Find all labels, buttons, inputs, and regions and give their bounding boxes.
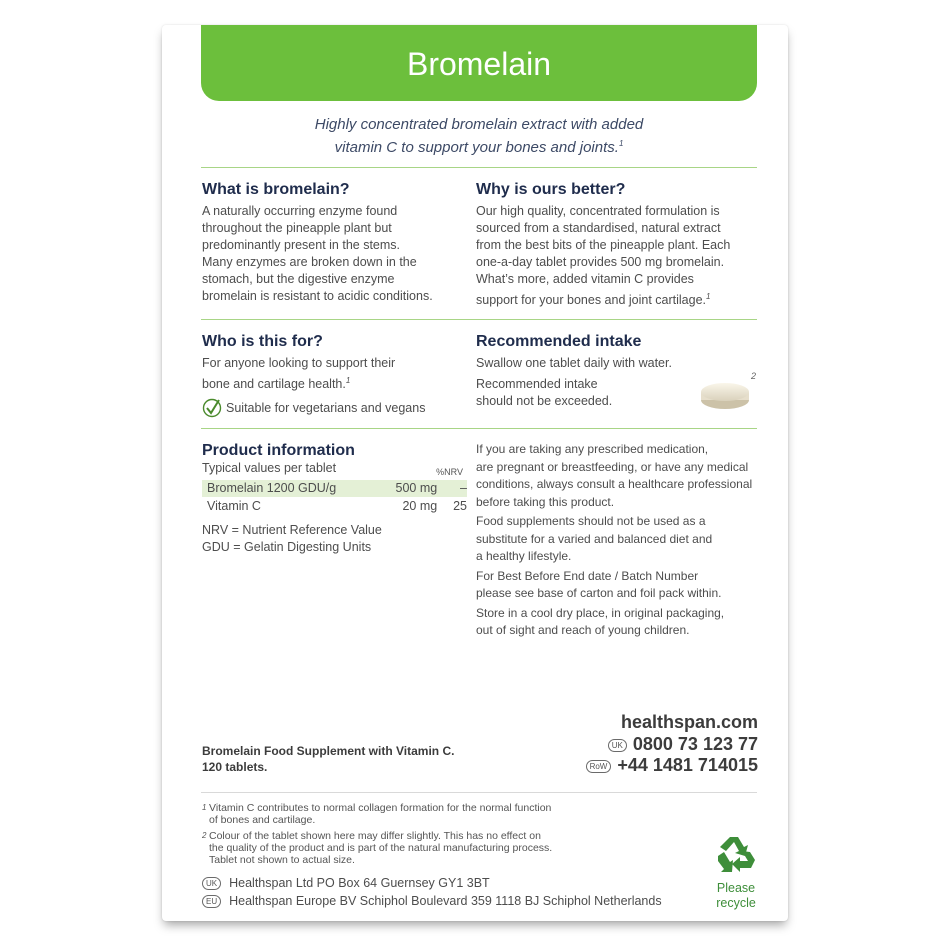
nutrient-nrv: 25 (453, 499, 467, 513)
footnote-line: the quality of the product and is part of the natural manufacturing process. (209, 842, 553, 854)
divider (201, 428, 757, 429)
pack-line: Bromelain Food Supplement with Vitamin C. (202, 744, 455, 758)
divider (201, 792, 757, 793)
row-phone[interactable]: +44 1481 714015 (617, 755, 758, 775)
footnote-mark: 1 (202, 803, 207, 812)
advice-line: substitute for a varied and balanced diet and (476, 531, 713, 546)
advice-line: conditions, always consult a healthcare professional (476, 477, 753, 491)
footnote-line: Vitamin C contributes to normal collagen formation for the normal function (209, 802, 552, 814)
what-section (202, 181, 467, 305)
eu-address (202, 894, 662, 908)
why-line: from the best bits of the pineapple plant. Each (476, 238, 731, 252)
divider (201, 319, 757, 320)
advice-line: a healthy lifestyle. (476, 549, 572, 563)
check-circle-icon (202, 398, 222, 418)
advice-line: are pregnant or breastfeeding, or have any medical (476, 459, 749, 474)
footnote-line: Tablet not shown to actual size. (209, 854, 355, 866)
vegan-label: Suitable for vegetarians and vegans (226, 400, 426, 415)
product-heading: Product information (202, 442, 355, 459)
advice-storage (476, 605, 761, 640)
gdu-note: GDU = Gelatin Digesting Units (202, 540, 372, 554)
advice-line: For Best Before End date / Batch Number (476, 568, 699, 583)
advice-line: Store in a cool dry place, in original packaging, (476, 605, 725, 620)
divider (201, 167, 757, 168)
who-line: bone and cartilage health. (202, 377, 346, 392)
uk-address (202, 876, 490, 890)
footnote-line: Colour of the tablet shown here may differ slightly. This has no effect on (209, 830, 541, 842)
nrv-note: NRV = Nutrient Reference Value (202, 523, 382, 537)
why-line: Our high quality, concentrated formulation is (476, 204, 720, 218)
who-heading: Who is this for? (202, 333, 323, 350)
intake-heading: Recommended intake (476, 333, 642, 350)
why-line: sourced from a standardised, natural extract (476, 221, 721, 235)
tablet-footnote-ref: 2 (751, 371, 757, 381)
what-line: predominantly present in the stems. (202, 238, 401, 252)
footnote-1 (202, 802, 622, 826)
footnote-2 (202, 830, 622, 866)
why-body (476, 203, 761, 309)
uk-phone[interactable]: 0800 73 123 77 (632, 734, 758, 754)
vegan-badge (202, 398, 467, 418)
footnote-ref: 1 (706, 292, 711, 301)
footnote-ref: 1 (345, 376, 351, 385)
advice-diet (476, 513, 761, 566)
advice-section (476, 441, 761, 640)
footnote-line: of bones and cartilage. (209, 814, 316, 826)
advice-line: before taking this product. (476, 494, 615, 509)
nutrient-amount: 500 mg (395, 481, 438, 495)
title-banner (201, 25, 757, 101)
who-section (202, 333, 467, 418)
nutrient-nrv: – (460, 481, 467, 495)
recycle-icon (714, 834, 760, 876)
tagline (201, 115, 757, 157)
nutrient-name: Bromelain 1200 GDU/g (207, 481, 337, 495)
advice-medication (476, 441, 761, 511)
why-line: one-a-day tablet provides 500 mg bromelain. (476, 255, 725, 269)
page-title: Bromelain (406, 46, 552, 82)
table-row (202, 498, 467, 515)
product-section (202, 442, 467, 556)
uk-badge: UK (608, 739, 627, 752)
why-section (476, 181, 761, 309)
footnote-ref: 1 (618, 139, 624, 148)
intake-line: Swallow one tablet daily with water. (476, 356, 672, 370)
advice-line: If you are taking any prescribed medication, (476, 442, 709, 456)
what-line: A naturally occurring enzyme found (202, 204, 398, 218)
advice-line: Food supplements should not be used as a (476, 514, 706, 528)
uk-badge: UK (202, 877, 221, 890)
advice-line: please see base of carton and foil pack within. (476, 586, 722, 600)
intake-line: should not be exceeded. (476, 394, 613, 408)
tablet-image (695, 376, 759, 421)
what-line: Many enzymes are broken down in the (202, 255, 417, 269)
what-body (202, 203, 467, 305)
pack-line: 120 tablets. (202, 760, 268, 774)
footnote-mark: 2 (202, 831, 207, 840)
why-line: What’s more, added vitamin C provides (476, 272, 694, 286)
tagline-line2: vitamin C to support your bones and joints. (334, 139, 619, 156)
eu-badge: EU (202, 895, 221, 908)
eu-address-text: Healthspan Europe BV Schiphol Boulevard 359 1118 BJ Schiphol Netherlands (229, 894, 662, 908)
pack-description (202, 743, 454, 775)
what-line: bromelain is resistant to acidic conditions. (202, 289, 433, 303)
tagline-line1: Highly concentrated bromelain extract with added (314, 116, 644, 133)
uk-phone-row (608, 734, 758, 755)
recycle-line: recycle (716, 896, 756, 910)
product-subheading: Typical values per tablet (202, 461, 337, 475)
why-heading: Why is ours better? (476, 181, 626, 198)
who-body (202, 355, 467, 393)
advice-line: out of sight and reach of young children. (476, 623, 690, 637)
recycle-label (704, 881, 768, 911)
nrv-header: %NRV (436, 467, 463, 477)
footnotes (202, 802, 622, 866)
row-badge: RoW (586, 760, 612, 773)
nutrient-amount: 20 mg (402, 499, 438, 513)
row-phone-row (586, 755, 758, 776)
recycle-line: Please (716, 881, 756, 895)
what-line: stomach, but the digestive enzyme (202, 272, 395, 286)
uk-address-text: Healthspan Ltd PO Box 64 Guernsey GY1 3BT (229, 876, 490, 890)
nutrient-name: Vitamin C (207, 499, 261, 513)
advice-batch (476, 568, 761, 603)
what-line: throughout the pineapple plant but (202, 221, 392, 235)
website[interactable]: healthspan.com (620, 712, 758, 732)
what-heading: What is bromelain? (202, 181, 350, 198)
table-row (202, 480, 467, 497)
why-line: support for your bones and joint cartilage. (476, 293, 706, 308)
who-line: For anyone looking to support their (202, 356, 396, 370)
intake-line: Recommended intake (476, 377, 598, 391)
